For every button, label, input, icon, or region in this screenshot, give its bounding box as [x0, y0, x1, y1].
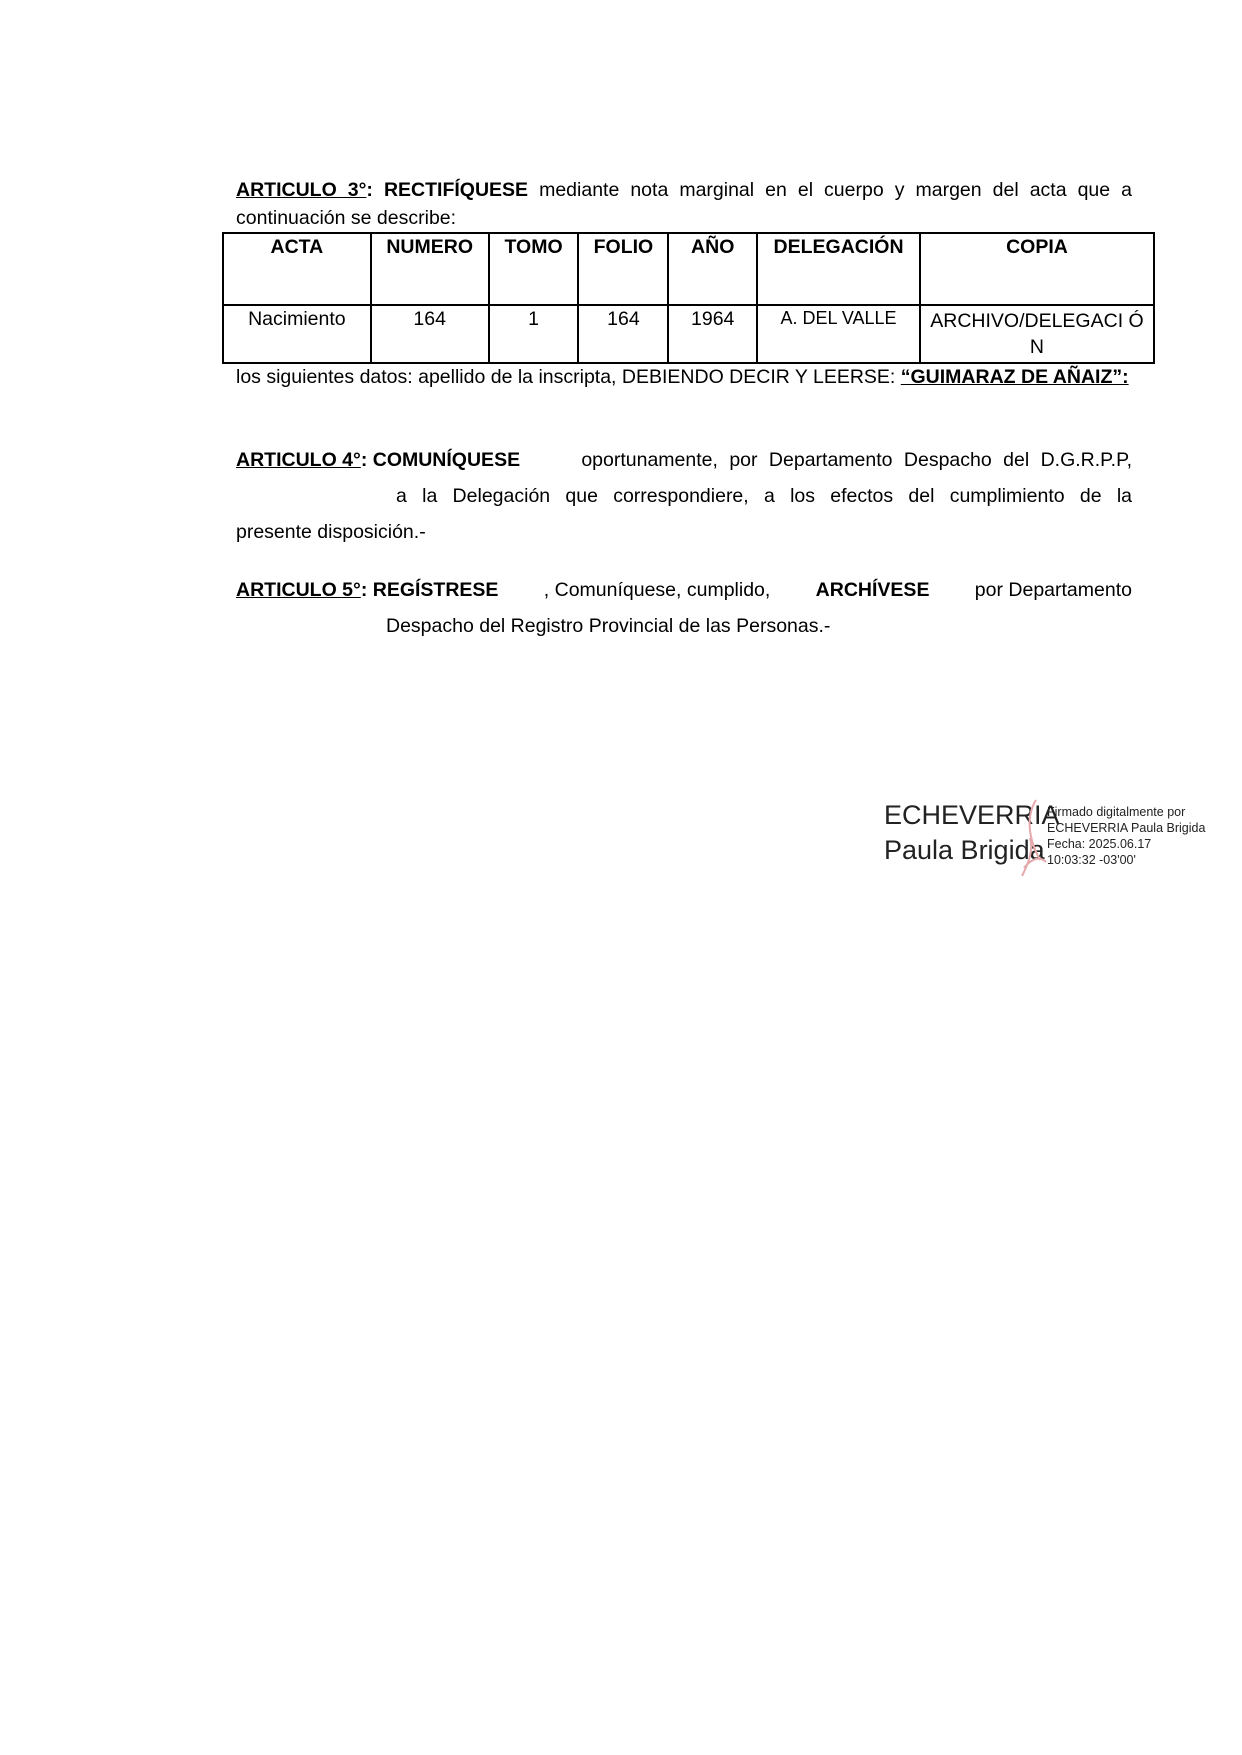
article-5-mid: , Comuníquese, cumplido, [543, 579, 771, 601]
article-4-line-2: a la Delegación que correspondiere, a los efectos del cumplimiento de la [396, 485, 1132, 507]
signature-time: 10:03:32 -03'00' [1047, 853, 1136, 867]
header-anio: AÑO [668, 233, 757, 305]
article-4-separator: : [360, 449, 368, 471]
article-5-label: ARTICULO 5° [236, 579, 361, 601]
article-4 [236, 442, 1132, 550]
article-4-verb: COMUNÍQUESE [372, 449, 521, 471]
signature-info-line-1: Firmado digitalmente por [1047, 805, 1186, 819]
after-table-lead: los siguientes datos: apellido de la inscripta, DEBIENDO DECIR Y LEERSE: [236, 366, 901, 388]
signer-name-line-1: ECHEVERRIA [884, 800, 1060, 830]
after-table-text [236, 363, 1132, 391]
signature-date: Fecha: 2025.06.17 [1047, 837, 1152, 851]
cell-anio: 1964 [668, 305, 757, 363]
header-copia: COPIA [920, 233, 1154, 305]
signer-name-line-2: Paula Brigida [884, 835, 1045, 865]
acta-table [222, 232, 1155, 364]
article-5 [236, 572, 1132, 644]
cell-delegacion: A. DEL VALLE [757, 305, 920, 363]
header-acta: ACTA [223, 233, 371, 305]
article-5-separator: : [360, 579, 368, 601]
header-tomo: TOMO [489, 233, 579, 305]
cell-acta: Nacimiento [223, 305, 371, 363]
article-5-tail: por Departamento [974, 579, 1132, 601]
signature-mark-icon [1018, 798, 1048, 878]
article-3-text: mediante nota marginal en el cuerpo y margen del acta que a continuación se describe: [236, 179, 1132, 229]
cell-tomo: 1 [489, 305, 579, 363]
cell-copia: ARCHIVO/DELEGACI ÓN [920, 305, 1154, 363]
article-5-verb-2: ARCHÍVESE [815, 579, 930, 601]
digital-signature [884, 798, 1214, 878]
article-4-label: ARTICULO 4° [236, 449, 361, 471]
article-5-verb-1: REGÍSTRESE [372, 579, 499, 601]
signature-info [1047, 804, 1205, 868]
cell-folio: 164 [578, 305, 668, 363]
table-row [223, 305, 1154, 363]
header-folio: FOLIO [578, 233, 668, 305]
header-delegacion: DELEGACIÓN [757, 233, 920, 305]
article-3 [236, 176, 1132, 232]
acta-table-header [223, 233, 1154, 305]
article-3-separator: : [366, 179, 373, 201]
cell-numero: 164 [371, 305, 489, 363]
article-4-line-1: oportunamente, por Departamento Despacho del D.G.R.P.P, [581, 449, 1132, 471]
article-4-line-3: presente disposición.- [236, 521, 426, 543]
rectified-surname: “GUIMARAZ DE AÑAIZ”: [900, 366, 1129, 388]
article-3-verb: RECTIFÍQUESE [383, 179, 529, 201]
article-3-label: ARTICULO 3° [236, 179, 367, 201]
article-5-line-2: Despacho del Registro Provincial de las Personas.- [386, 615, 831, 637]
signature-info-line-2: ECHEVERRIA Paula Brigida [1047, 821, 1206, 835]
header-numero: NUMERO [371, 233, 489, 305]
